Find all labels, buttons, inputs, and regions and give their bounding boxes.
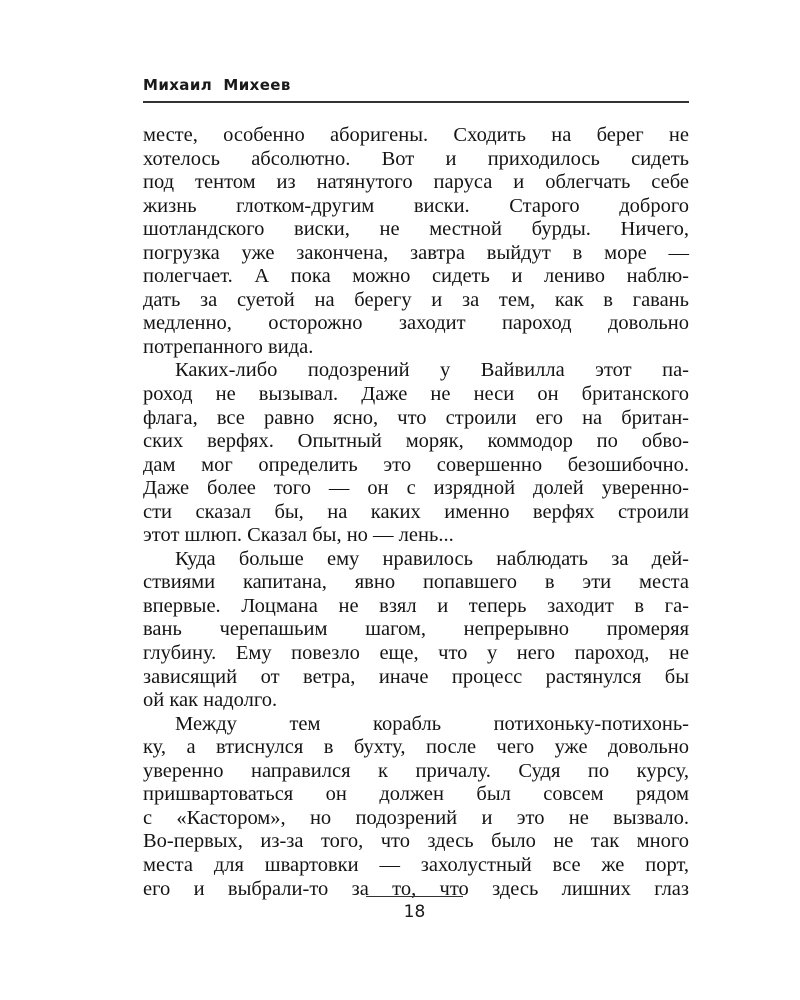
text-line: потрепанного вида. <box>143 335 314 358</box>
text-line: впервые. Лоцмана не взял и теперь заходит в га- <box>143 594 689 617</box>
text-line: вань черепашьим шагом, непрерывно промеряя <box>143 618 689 641</box>
running-head-author: Михаил Михеев <box>143 76 291 94</box>
text-line: зависящий от ветра, иначе процесс растянулся бы <box>143 665 689 688</box>
text-line: пришвартоваться он должен был совсем рядом <box>143 783 689 806</box>
text-line: полегчает. А пока можно сидеть и лениво наблю- <box>143 265 689 288</box>
text-line: месте, особенно аборигены. Сходить на берег не <box>143 124 689 146</box>
text-line: роход не вызывал. Даже не неси он британского <box>143 383 689 406</box>
text-line: погрузка уже закончена, завтра выйдут в море — <box>143 241 689 264</box>
text-line: его и выбрали-то за то, что здесь лишних глаз <box>143 877 689 900</box>
paragraph-first-line: Между тем корабль потихоньку-потихонь- <box>175 712 689 735</box>
text-line: флага, все равно ясно, что строили его на британ- <box>143 406 689 429</box>
page-number: 18 <box>403 902 426 922</box>
text-line: с «Кастором», но подозрений и это не вызвало. <box>143 806 689 829</box>
text-line: под тентом из натянутого паруса и облегчать себе <box>143 171 689 194</box>
text-line: жизнь глотком-другим виски. Старого доброго <box>143 194 689 217</box>
text-line: ствиями капитана, явно попавшего в эти места <box>143 571 689 594</box>
text-line: ских верфях. Опытный моряк, коммодор по обво- <box>143 430 689 453</box>
body-text <box>143 124 689 901</box>
text-line: Во-первых, из-за того, что здесь было не так много <box>143 830 689 853</box>
text-line: дам мог определить это совершенно безошибочно. <box>143 453 689 476</box>
text-line: хотелось абсолютно. Вот и приходилось сидеть <box>143 147 689 170</box>
text-line: этот шлюп. Сказал бы, но — лень... <box>143 524 454 547</box>
paragraph-first-line: Каких-либо подозрений у Вайвилла этот па- <box>175 359 689 382</box>
header-rule <box>143 101 689 103</box>
paragraph-first-line: Куда больше ему нравилось наблюдать за дей- <box>175 547 689 570</box>
text-line: места для швартовки — захолустный все же порт, <box>143 853 689 876</box>
text-line: ой как надолго. <box>143 689 278 712</box>
text-line: уверенно направился к причалу. Судя по курсу, <box>143 759 689 782</box>
text-line: шотландского виски, не местной бурды. Ничего, <box>143 218 689 241</box>
text-line: дать за суетой на берегу и за тем, как в гавань <box>143 288 689 311</box>
text-line: сти сказал бы, на каких именно верфях строили <box>143 500 689 523</box>
text-line: глубину. Ему повезло еще, что у него пароход, не <box>143 642 689 665</box>
text-line: медленно, осторожно заходит пароход довольно <box>143 312 689 335</box>
text-line: Даже более того — он с изрядной долей увереннo- <box>143 477 689 500</box>
text-line: ку, а втиснулся в бухту, после чего уже довольно <box>143 736 689 759</box>
footer-rule <box>366 896 463 897</box>
